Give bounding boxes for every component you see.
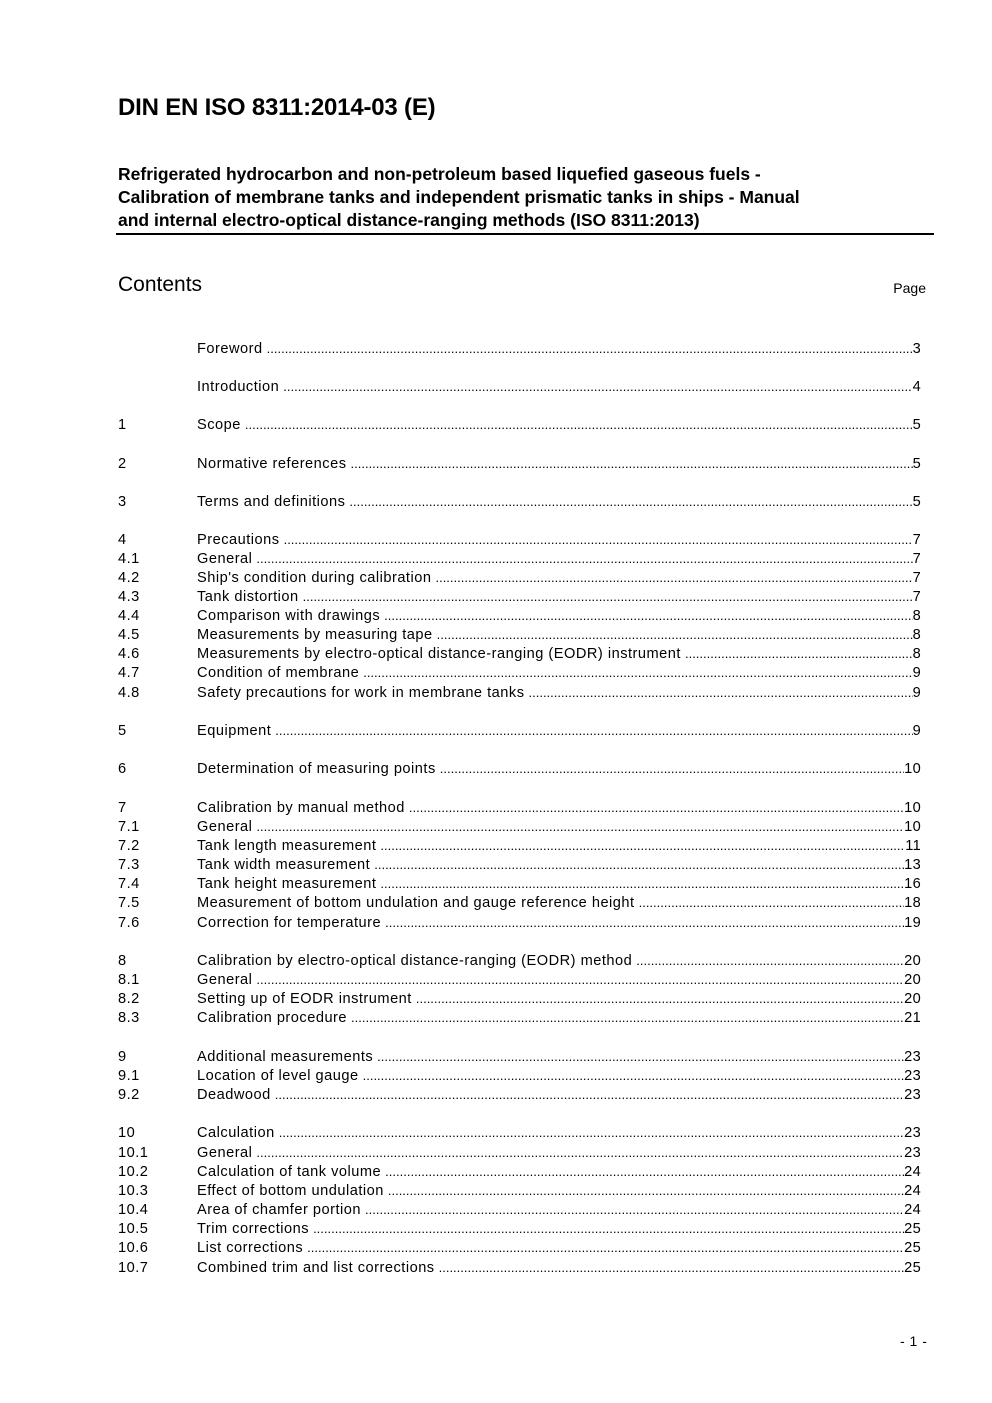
toc-entry-page: 11 <box>905 838 921 854</box>
subtitle-line: Calibration of membrane tanks and independent prismatic tanks in ships - Manual <box>118 187 800 207</box>
toc-entry[interactable] <box>118 415 921 434</box>
toc-entry-number: 10 <box>118 1125 136 1141</box>
toc-entry-title: Comparison with drawings <box>197 608 381 624</box>
toc-entry[interactable] <box>118 454 921 473</box>
toc-entry-page: 10 <box>904 819 921 835</box>
toc-entry[interactable] <box>118 721 921 740</box>
toc-entry[interactable] <box>118 1047 921 1066</box>
dot-leader <box>685 644 913 663</box>
toc-entry-page: 10 <box>904 761 921 777</box>
toc-entry[interactable] <box>118 1143 921 1162</box>
toc-entry[interactable] <box>118 1066 921 1085</box>
toc-entry-title: Tank length measurement <box>197 838 377 854</box>
toc-entry-number: 7.5 <box>118 895 140 911</box>
toc-entry-page: 20 <box>904 972 921 988</box>
toc-entry[interactable] <box>118 1123 921 1142</box>
toc-entry-page: 8 <box>912 608 921 624</box>
toc-entry-title: Calibration by manual method <box>197 800 405 816</box>
toc-entry-number: 8.1 <box>118 972 140 988</box>
toc-entry[interactable] <box>118 1162 921 1181</box>
toc-entry[interactable] <box>118 339 921 358</box>
toc-entry-number: 10.1 <box>118 1145 149 1161</box>
toc-entry-number: 4.6 <box>118 646 140 662</box>
dot-leader <box>313 1219 904 1238</box>
toc-entry-number: 4.1 <box>118 551 140 567</box>
toc-entry-page: 8 <box>912 627 921 643</box>
toc-entry-title: Condition of membrane <box>197 665 360 681</box>
dot-leader <box>303 587 913 606</box>
toc-entry-title: Effect of bottom undulation <box>197 1183 384 1199</box>
toc-entry-number: 7.4 <box>118 876 140 892</box>
toc-entry-title: Calculation of tank volume <box>197 1164 382 1180</box>
toc-entry[interactable] <box>118 1008 921 1027</box>
dot-leader <box>377 1047 904 1066</box>
toc-entry-number: 8.3 <box>118 1010 140 1026</box>
dot-leader <box>283 377 912 396</box>
toc-entry-title: Equipment <box>197 723 272 739</box>
toc-entry[interactable] <box>118 855 921 874</box>
dot-leader <box>245 415 913 434</box>
toc-entry-page: 25 <box>904 1240 921 1256</box>
toc-entry-title: Precautions <box>197 532 280 548</box>
toc-entry-page: 20 <box>904 991 921 1007</box>
toc-entry-title: Calibration procedure <box>197 1010 348 1026</box>
toc-entry-title: Tank distortion <box>197 589 299 605</box>
toc-entry-page: 10 <box>904 800 921 816</box>
dot-leader <box>388 1181 904 1200</box>
dot-leader <box>385 913 904 932</box>
toc-entry[interactable] <box>118 1181 921 1200</box>
toc-entry-title: Additional measurements <box>197 1049 374 1065</box>
toc-entry-number: 4.2 <box>118 570 140 586</box>
toc-entry[interactable] <box>118 817 921 836</box>
toc-entry-number: 10.7 <box>118 1260 149 1276</box>
document-id: DIN EN ISO 8311:2014-03 (E) <box>118 94 436 121</box>
toc-entry-page: 4 <box>912 379 921 395</box>
toc-entry-page: 23 <box>904 1145 921 1161</box>
toc-entry-number: 5 <box>118 723 127 739</box>
toc-entry-title: Calibration by electro-optical distance-ranging (EODR) method <box>197 953 633 969</box>
dot-leader <box>275 1085 904 1104</box>
dot-leader <box>279 1123 904 1142</box>
toc-entry-number: 7 <box>118 800 127 816</box>
toc-entry[interactable] <box>118 874 921 893</box>
toc-entry-page: 23 <box>904 1068 921 1084</box>
toc-entry-page: 24 <box>904 1164 921 1180</box>
dot-leader <box>363 663 912 682</box>
subtitle-line: and internal electro-optical distance-ranging methods (ISO 8311:2013) <box>118 210 700 230</box>
toc-entry[interactable] <box>118 1200 921 1219</box>
toc-entry-page: 7 <box>912 589 921 605</box>
dot-leader <box>307 1238 904 1257</box>
toc-entry-page: 24 <box>904 1183 921 1199</box>
toc-entry-title: Tank height measurement <box>197 876 377 892</box>
toc-entry-title: Combined trim and list corrections <box>197 1260 435 1276</box>
toc-entry-title: General <box>197 551 253 567</box>
toc-entry-page: 3 <box>912 341 921 357</box>
toc-entry[interactable] <box>118 1238 921 1257</box>
subtitle-line: Refrigerated hydrocarbon and non-petroleum based liquefied gaseous fuels - <box>118 164 761 184</box>
toc-entry-page: 7 <box>912 551 921 567</box>
document-subtitle <box>118 163 934 232</box>
toc-entry-page: 9 <box>912 723 921 739</box>
dot-leader <box>275 721 912 740</box>
toc-entry-number: 7.3 <box>118 857 140 873</box>
dot-leader <box>439 1258 905 1277</box>
toc-entry-page: 20 <box>904 953 921 969</box>
toc-entry[interactable] <box>118 913 921 932</box>
toc-entry[interactable] <box>118 1085 921 1104</box>
toc-entry-title: Setting up of EODR instrument <box>197 991 412 1007</box>
toc-entry-title: Determination of measuring points <box>197 761 436 777</box>
toc-entry-number: 7.2 <box>118 838 140 854</box>
toc-entry[interactable] <box>118 377 921 396</box>
dot-leader <box>256 1143 904 1162</box>
toc-entry-title: Correction for temperature <box>197 915 382 931</box>
toc-entry-number: 8.2 <box>118 991 140 1007</box>
dot-leader <box>440 759 904 778</box>
toc-entry-page: 5 <box>912 456 921 472</box>
toc-entry-title: Area of chamfer portion <box>197 1202 362 1218</box>
toc-entry-number: 10.3 <box>118 1183 149 1199</box>
dot-leader <box>384 606 912 625</box>
toc-entry[interactable] <box>118 549 921 568</box>
toc-entry-page: 7 <box>912 570 921 586</box>
toc-entry-title: Normative references <box>197 456 347 472</box>
toc-entry-number: 8 <box>118 953 127 969</box>
toc-entry-title: Trim corrections <box>197 1221 310 1237</box>
toc-entry[interactable] <box>118 1258 921 1277</box>
toc-entry-page: 25 <box>904 1260 921 1276</box>
dot-leader <box>409 798 904 817</box>
dot-leader <box>365 1200 904 1219</box>
toc-entry-number: 7.6 <box>118 915 140 931</box>
dot-leader <box>529 683 913 702</box>
toc-entry-title: Tank width measurement <box>197 857 371 873</box>
toc-entry-page: 13 <box>904 857 921 873</box>
toc-entry-page: 21 <box>904 1010 921 1026</box>
toc-entry-page: 25 <box>904 1221 921 1237</box>
toc-entry-number: 4.5 <box>118 627 140 643</box>
toc-entry[interactable] <box>118 970 921 989</box>
toc-entry-page: 23 <box>904 1049 921 1065</box>
toc-entry-page: 9 <box>912 685 921 701</box>
dot-leader <box>636 951 904 970</box>
toc-entry-page: 23 <box>904 1125 921 1141</box>
contents-heading: Contents <box>118 273 203 296</box>
toc-entry-number: 4.4 <box>118 608 140 624</box>
dot-leader <box>380 836 905 855</box>
toc-entry[interactable] <box>118 989 921 1008</box>
toc-entry-page: 7 <box>912 532 921 548</box>
toc-entry-title: Introduction <box>197 379 280 395</box>
toc-entry-title: General <box>197 819 253 835</box>
toc-entry[interactable] <box>118 798 921 817</box>
toc-entry-title: Measurements by measuring tape <box>197 627 433 643</box>
toc-entry[interactable] <box>118 663 921 682</box>
toc-entry[interactable] <box>118 951 921 970</box>
toc-entry-page: 5 <box>912 417 921 433</box>
dot-leader <box>416 989 904 1008</box>
dot-leader <box>351 454 913 473</box>
toc-entry-number: 2 <box>118 456 127 472</box>
toc-entry-title: Foreword <box>197 341 263 357</box>
toc-entry[interactable] <box>118 587 921 606</box>
toc-entry-number: 6 <box>118 761 127 777</box>
toc-entry[interactable] <box>118 606 921 625</box>
toc-entry-number: 10.4 <box>118 1202 149 1218</box>
toc-entry[interactable] <box>118 759 921 778</box>
toc-entry-number: 9.2 <box>118 1087 140 1103</box>
toc-entry[interactable] <box>118 836 921 855</box>
toc-entry[interactable] <box>118 530 921 549</box>
toc-entry-title: List corrections <box>197 1240 304 1256</box>
dot-leader <box>435 568 912 587</box>
dot-leader <box>349 492 912 511</box>
page-column-label: Page <box>893 280 926 296</box>
toc-entry-title: Measurement of bottom undulation and gauge reference height <box>197 895 635 911</box>
toc-entry-page: 23 <box>904 1087 921 1103</box>
toc-entry-page: 9 <box>912 665 921 681</box>
toc-entry[interactable] <box>118 683 921 702</box>
toc-entry-title: Calculation <box>197 1125 275 1141</box>
title-rule <box>116 233 934 235</box>
dot-leader <box>639 893 905 912</box>
toc-entry-number: 10.2 <box>118 1164 149 1180</box>
toc-entry-number: 10.6 <box>118 1240 149 1256</box>
toc-entry-title: Deadwood <box>197 1087 271 1103</box>
toc-entry-page: 24 <box>904 1202 921 1218</box>
toc-entry-title: Ship's condition during calibration <box>197 570 432 586</box>
toc-entry[interactable] <box>118 625 921 644</box>
dot-leader <box>256 817 904 836</box>
toc-entry-number: 7.1 <box>118 819 140 835</box>
toc-entry[interactable] <box>118 568 921 587</box>
toc-entry-title: Measurements by electro-optical distance-ranging (EODR) instrument <box>197 646 681 662</box>
dot-leader <box>284 530 913 549</box>
toc-entry-page: 19 <box>904 915 921 931</box>
toc-entry-title: Safety precautions for work in membrane tanks <box>197 685 525 701</box>
dot-leader <box>363 1066 905 1085</box>
dot-leader <box>267 339 913 358</box>
toc-entry-number: 9.1 <box>118 1068 140 1084</box>
dot-leader <box>256 970 904 989</box>
toc-entry-title: General <box>197 1145 253 1161</box>
toc-entry-number: 4.3 <box>118 589 140 605</box>
toc-entry-page: 16 <box>904 876 921 892</box>
page-number: - 1 - <box>900 1333 928 1349</box>
dot-leader <box>374 855 904 874</box>
dot-leader <box>437 625 913 644</box>
toc-entry[interactable] <box>118 644 921 663</box>
toc-entry-page: 8 <box>912 646 921 662</box>
dot-leader <box>385 1162 904 1181</box>
toc-entry-page: 18 <box>904 895 921 911</box>
toc-entry-title: Location of level gauge <box>197 1068 359 1084</box>
toc-entry-number: 1 <box>118 417 127 433</box>
toc-entry-number: 4.7 <box>118 665 140 681</box>
toc-entry-title: General <box>197 972 253 988</box>
toc-entry[interactable] <box>118 893 921 912</box>
dot-leader <box>351 1008 904 1027</box>
toc-entry-number: 10.5 <box>118 1221 149 1237</box>
toc-entry-number: 9 <box>118 1049 127 1065</box>
toc-entry-title: Scope <box>197 417 241 433</box>
toc-entry-number: 4 <box>118 532 127 548</box>
toc-entry[interactable] <box>118 1219 921 1238</box>
dot-leader <box>380 874 904 893</box>
toc-entry-number: 4.8 <box>118 685 140 701</box>
toc-entry-number: 3 <box>118 494 127 510</box>
toc-entry-page: 5 <box>912 494 921 510</box>
toc-entry-title: Terms and definitions <box>197 494 346 510</box>
toc-entry[interactable] <box>118 492 921 511</box>
dot-leader <box>256 549 912 568</box>
